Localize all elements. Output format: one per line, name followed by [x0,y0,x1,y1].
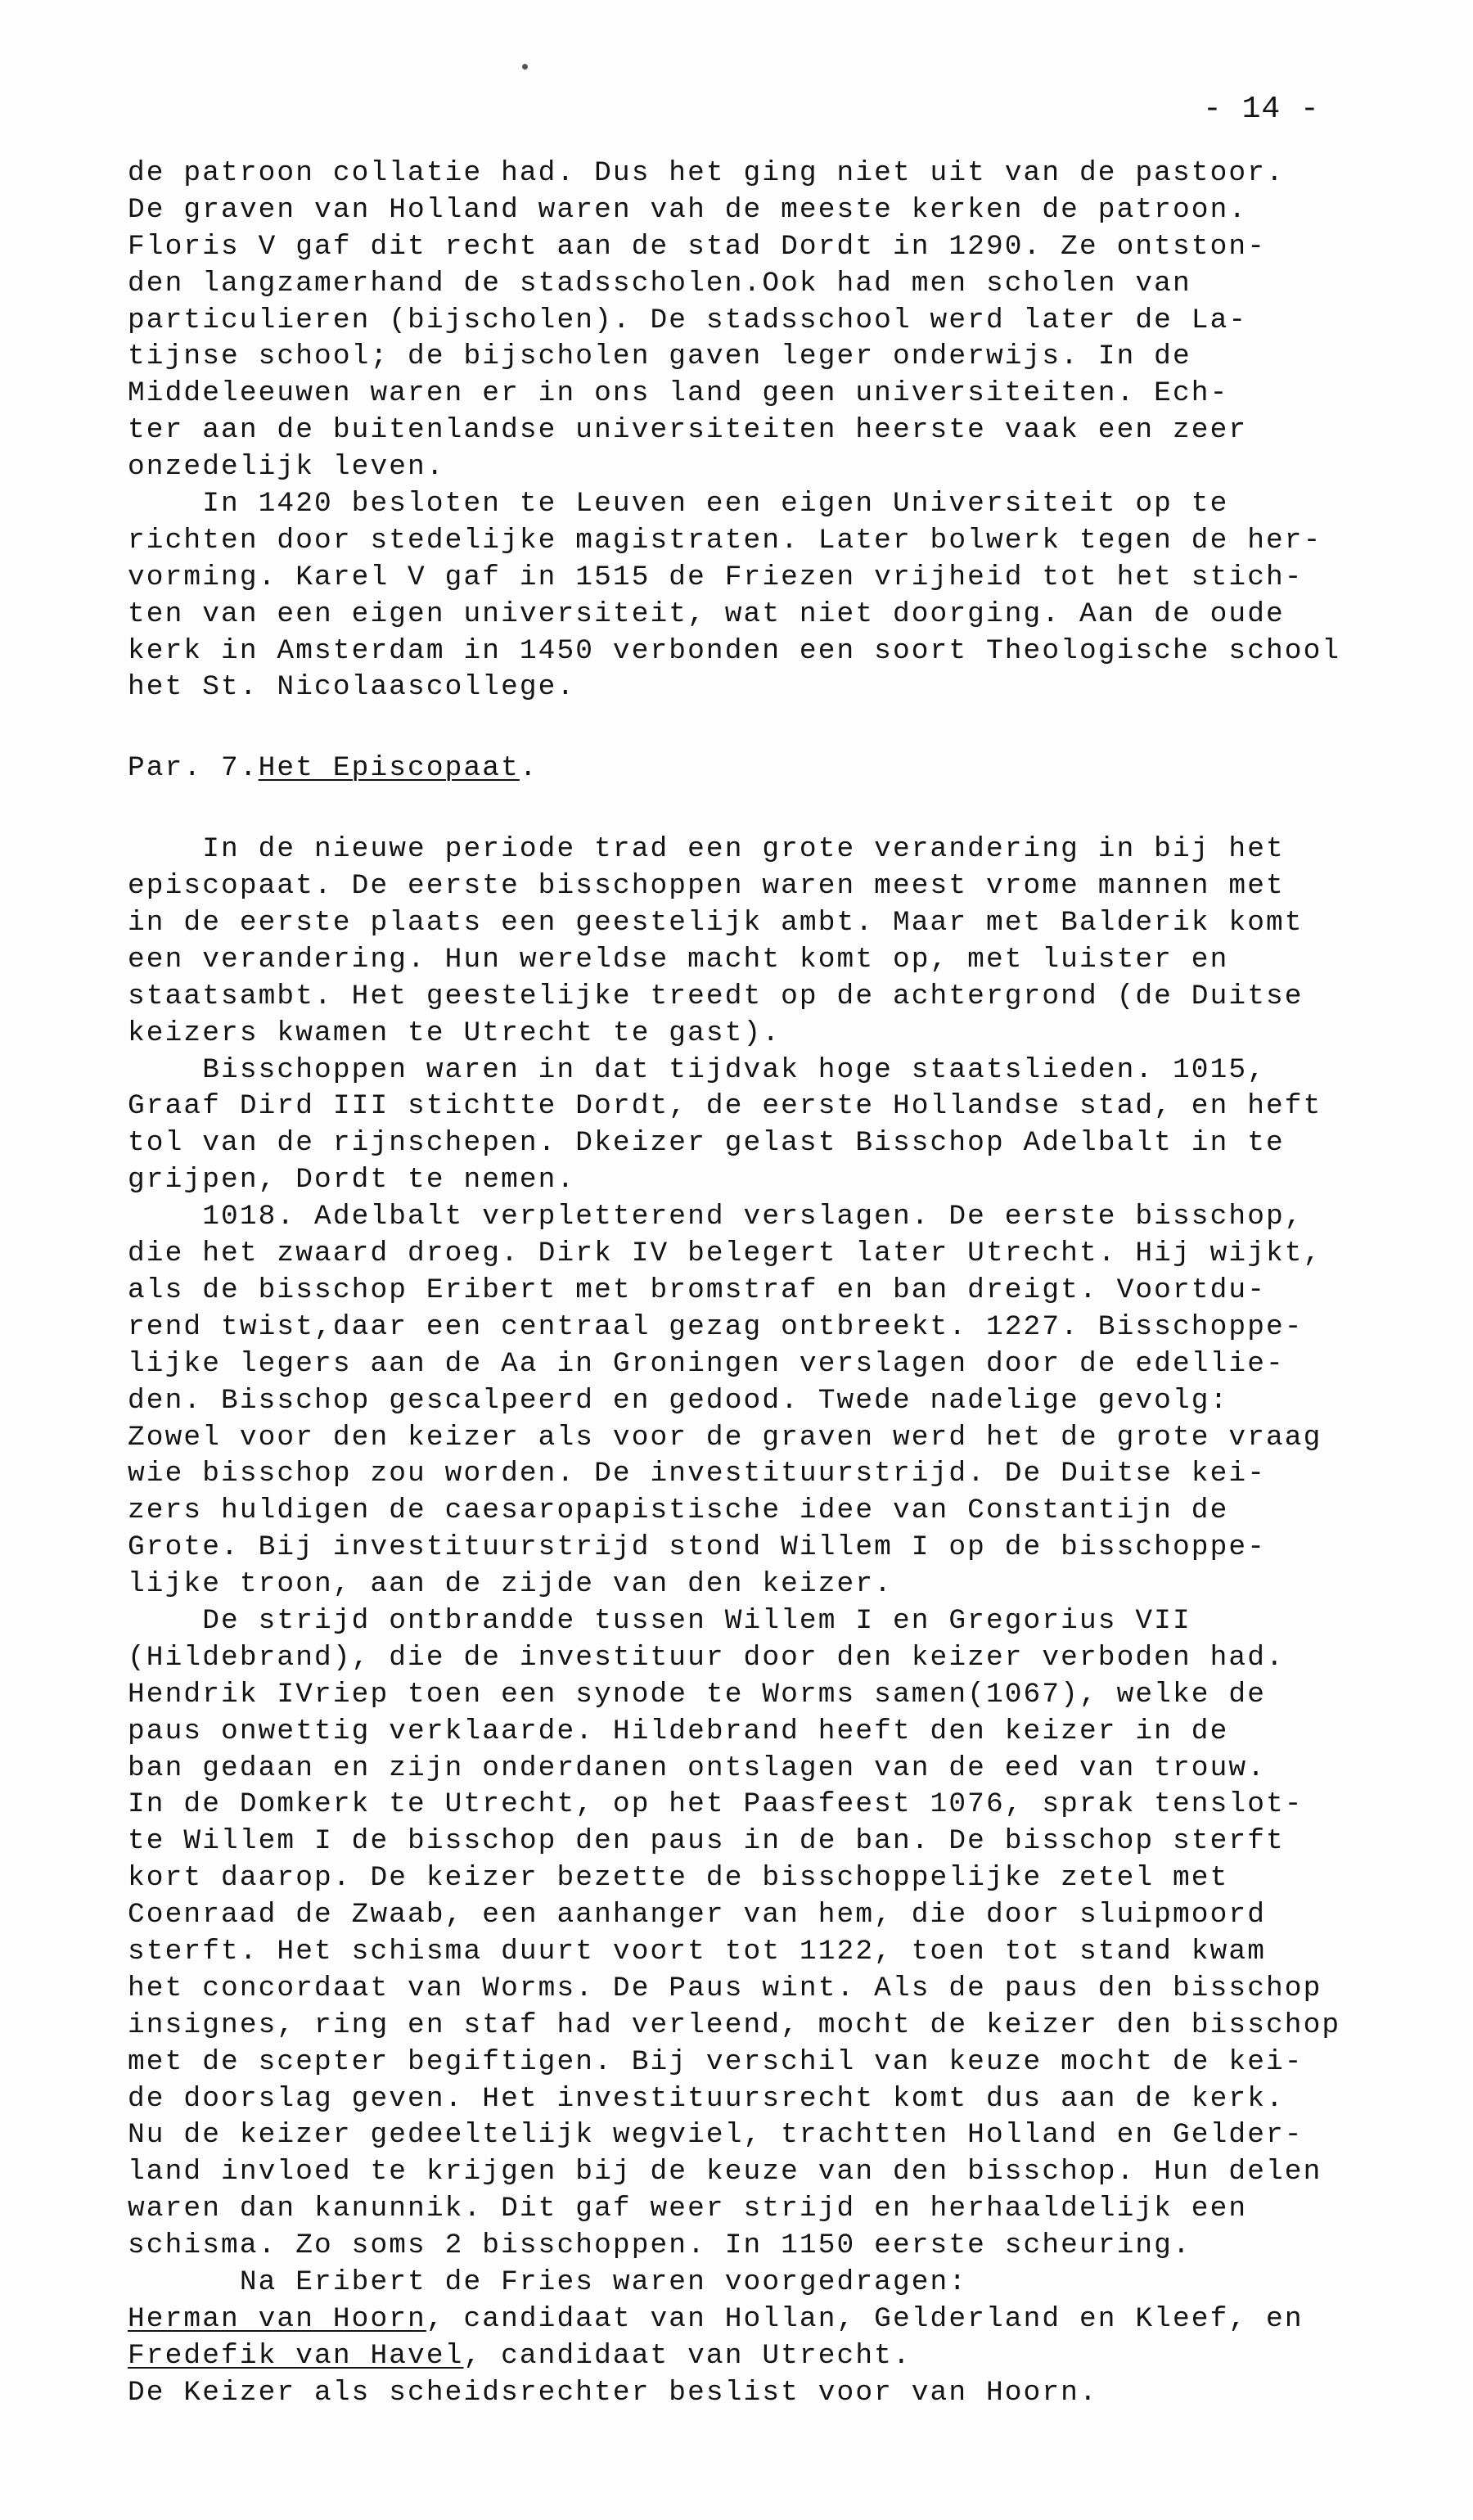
text-line: episcopaat. De eerste bisschoppen waren meest vrome mannen met [128,870,1285,903]
text-line: 1018. Adelbalt verpletterend verslagen. De eerste bisschop, [128,1201,1304,1233]
spacer [128,706,1437,751]
text-line: In de nieuwe periode trad een grote verandering in bij het [128,833,1285,866]
section-suffix: . [519,752,538,785]
text-line: De Keizer als scheidsrechter beslist voor van Hoorn. [128,2376,1098,2409]
text-line: met de scepter begiftigen. Bij verschil van keuze mocht de kei- [128,2045,1304,2078]
page-number: - 14 - [1203,92,1320,127]
text-line: Grote. Bij investituurstrijd stond Willem I op de bisschoppe- [128,1531,1267,1564]
text-line: zers huldigen de caesaropapistische idee van Constantijn de [128,1494,1229,1527]
text-line: Nu de keizer gedeeltelijk wegviel, trachtten Holland en Gelder- [128,2119,1304,2152]
section-title: Het Episcopaat [258,752,520,785]
text-line: vorming. Karel V gaf in 1515 de Friezen vrijheid tot het stich- [128,561,1304,593]
paragraph-5 [128,1199,1437,1603]
text-line: de doorslag geven. Het investituursrecht komt dus aan de kerk. [128,2082,1285,2115]
text-line: den langzamerhand de stadsscholen.Ook had men scholen van [128,267,1191,300]
text-line: kerk in Amsterdam in 1450 verbonden een soort Theologische school [128,634,1341,667]
text-line: den. Bisschop gescalpeerd en gedood. Twede nadelige gevolg: [128,1384,1229,1417]
text-line: te Willem I de bisschop den paus in de ban. De bisschop sterft [128,1825,1285,1858]
candidate-2-rest: , candidaat van Utrecht. [463,2339,912,2372]
text-line: ter aan de buitenlandse universiteiten heerste vaak een zeer [128,414,1248,447]
text-line: het concordaat van Worms. De Paus wint. Als de paus den bisschop [128,1972,1322,2004]
text-line: als de bisschop Eribert met bromstraf en ban dreigt. Voortdu- [128,1274,1267,1306]
text-line: ten van een eigen universiteit, wat niet doorging. Aan de oude [128,597,1285,630]
text-line: kort daarop. De keizer bezette de bisschoppelijke zetel met [128,1862,1229,1895]
text-line: land invloed te krijgen bij de keuze van den bisschop. Hun delen [128,2156,1322,2189]
text-line: Coenraad de Zwaab, een aanhanger van hem, die door sluipmoord [128,1899,1267,1932]
paragraph-4 [128,1053,1437,1200]
candidate-line [128,2338,1437,2375]
text-line: onzedelijk leven. [128,451,445,484]
text-line: tijnse school; de bijscholen gaven leger onderwijs. In de [128,340,1191,373]
paragraph-1 [128,156,1437,486]
paragraph-2 [128,486,1437,706]
paragraph-3 [128,832,1437,1052]
text-line: Middeleeuwen waren er in ons land geen universiteiten. Ech- [128,377,1229,410]
text-line: waren dan kanunnik. Dit gaf weer strijd en herhaaldelijk een [128,2193,1248,2225]
text-line: grijpen, Dordt te nemen. [128,1164,576,1197]
text-line: keizers kwamen te Utrecht te gast). [128,1017,782,1049]
section-heading [128,751,1437,787]
text-line: sterft. Het schisma duurt voort tot 1122, toen tot stand kwam [128,1935,1267,1968]
text-line: rend twist,daar een centraal gezag ontbreekt. 1227. Bisschoppe- [128,1310,1304,1343]
text-line: Hendrik IVriep toen een synode te Worms samen(1067), welke de [128,1678,1267,1711]
text-line: de patroon collatie had. Dus het ging niet uit van de pastoor. [128,157,1285,189]
text-line: richten door stedelijke magistraten. Later bolwerk tegen de her- [128,524,1322,557]
paragraph-6 [128,1603,1437,2265]
text-line: ban gedaan en zijn onderdanen ontslagen van de eed van trouw. [128,1751,1267,1784]
text-line: In de Domkerk te Utrecht, op het Paasfeest 1076, sprak tenslot- [128,1788,1304,1821]
text-line: (Hildebrand), die de investituur door den keizer verboden had. [128,1641,1285,1674]
text-line: tol van de rijnschepen. Dkeizer gelast Bisschop Adelbalt in te [128,1127,1285,1160]
text-line: Bisschoppen waren in dat tijdvak hoge staatslieden. 1015, [128,1053,1267,1086]
text-line: staatsambt. Het geestelijke treedt op de achtergrond (de Duitse [128,980,1304,1012]
text-line: in de eerste plaats een geestelijk ambt. Maar met Balderik komt [128,907,1304,940]
candidate-2-name: Fredefik van Havel [128,2339,464,2372]
section-prefix: Par. 7. [128,752,259,785]
text-line: particulieren (bijscholen). De stadsschool werd later de La- [128,304,1248,336]
text-line: paus onwettig verklaarde. Hildebrand heeft den keizer in de [128,1715,1229,1747]
spacer [128,787,1437,832]
text-line: die het zwaard droeg. Dirk IV belegert later Utrecht. Hij wijkt, [128,1237,1322,1270]
text-body [128,156,1437,2412]
text-line: Zowel voor den keizer als voor de graven werd het de grote vraag [128,1421,1322,1454]
text-line: Graaf Dird III stichtte Dordt, de eerste Hollandse stad, en heft [128,1090,1322,1123]
paragraph-7 [128,2265,1437,2412]
text-line: lijke troon, aan de zijde van den keizer. [128,1568,893,1601]
text-line: schisma. Zo soms 2 bisschoppen. In 1150 eerste scheuring. [128,2229,1191,2262]
text-line: insignes, ring en staf had verleend, mocht de keizer den bisschop [128,2008,1341,2041]
text-line: Floris V gaf dit recht aan de stad Dordt in 1290. Ze ontston- [128,230,1267,263]
text-line: wie bisschop zou worden. De investituurstrijd. De Duitse kei- [128,1458,1267,1490]
text-line: Na Eribert de Fries waren voorgedragen: [128,2265,968,2298]
speck-mark [522,64,528,70]
text-line: De strijd ontbrandde tussen Willem I en Gregorius VII [128,1604,1191,1637]
text-line: een verandering. Hun wereldse macht komt op, met luister en [128,943,1229,976]
text-line: De graven van Holland waren vah de meeste kerken de patroon. [128,193,1248,226]
candidate-1-rest: , candidaat van Hollan, Gelderland en Kleef, en [426,2302,1304,2335]
text-line: In 1420 besloten te Leuven een eigen Universiteit op te [128,488,1229,521]
text-line: het St. Nicolaascollege. [128,671,576,704]
candidate-line [128,2301,1437,2338]
text-line: lijke legers aan de Aa in Groningen verslagen door de edellie- [128,1347,1285,1380]
candidate-1-name: Herman van Hoorn [128,2302,426,2335]
